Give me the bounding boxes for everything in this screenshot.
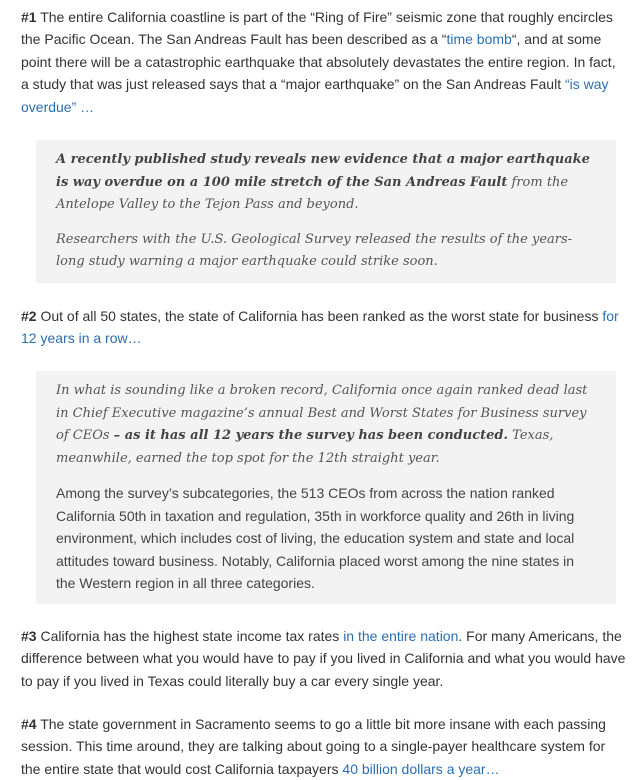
40-billion-link[interactable]: 40 billion dollars a year… [342,760,500,777]
is-way-overdue-link[interactable]: “is way overdue” … [21,76,609,115]
paragraph-2: #2 Out of all 50 states, the state of California has been ranked as the worst state for business for 12 years in a row… [21,307,619,346]
blockquote-business-ranking [36,371,616,604]
entire-nation-link[interactable]: in the entire nation [343,627,459,644]
paragraph-4: #4 The state government in Sacramento seems to go a little bit more insane with each passing session. This time around, they are talking about going to a single-payer healthcare system for the entire state that would cost California taxpayers 40 billion dollars a year… [21,716,606,777]
quote-paragraph: Researchers with the U.S. Geological Survey released the results of the years-long study warning a major earthquake could strike soon. [56,231,573,270]
time-bomb-link[interactable]: time bomb [446,31,512,48]
blockquote-earthquake-study [36,140,616,283]
for-12-years-link[interactable]: for 12 years in a row… [21,307,619,346]
paragraph-3: #3 California has the highest state income tax rates in the entire nation. For many Americans, the difference between what you would have to pay if you lived in California and what you would have to pay if you lived in Texas could literally buy a car every single year. [21,627,626,689]
item-number: #2 [21,307,37,324]
quote-paragraph: In what is sounding like a broken record, California once again ranked dead last in Chief Executive magazine’s annual Best and Worst States for Business survey of CEOs – as it has all 12 years the survey has been conducted. Texas, meanwhile, earned the top spot for the 12th straight year. [56,383,588,466]
paragraph-1: #1 The entire California coastline is part of the “Ring of Fire” seismic zone that roughly encircles the Pacific Ocean. The San Andreas Fault has been described as a “time bomb“, and at some point there will be a catastrophic earthquake that absolutely devastates the entire region. In fact, a study that was just released says that a “major earthquake” on the San Andreas Fault “is way overdue” … [21,9,616,115]
item-number: #4 [21,716,37,733]
item-number: #1 [21,9,37,25]
quote-paragraph: A recently published study reveals new evidence that a major earthquake is way overdue on a 100 mile stretch of the San Andreas Fault from the Antelope Valley to the Tejon Pass and beyond. [56,152,590,213]
quote-paragraph: Among the survey’s subcategories, the 513 CEOs from across the nation ranked California 50th in taxation and regulation, 35th in workforce quality and 26th in living environment, which includes cost of living, the education system and state and local attitudes toward business. Notably, California placed worst among the nine states in the Western region in all three categories. [56,485,575,592]
item-number: #3 [21,627,37,644]
